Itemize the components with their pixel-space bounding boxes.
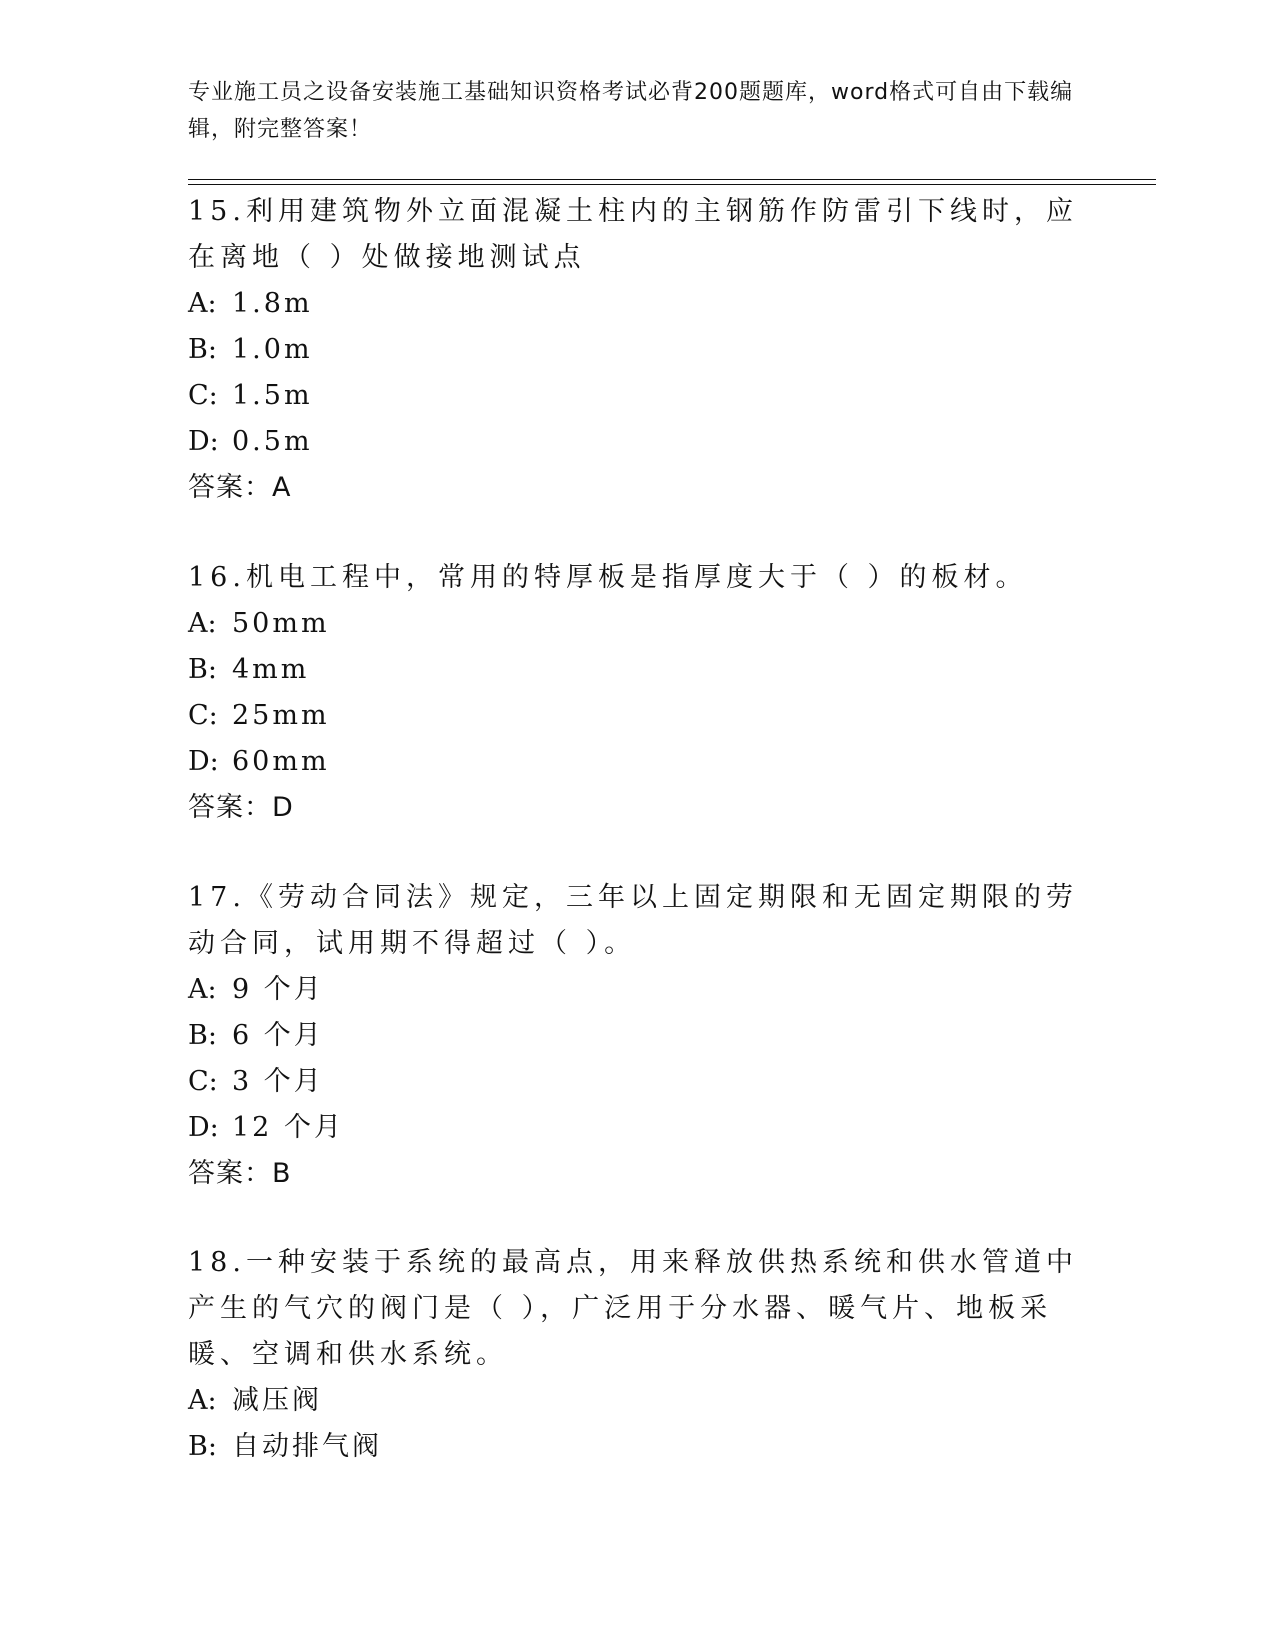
option-text: 0.5m [232,426,313,457]
option-text: 4mm [232,654,310,685]
option-label: C: [188,380,218,411]
option-c [188,693,1088,739]
option-b [188,327,1088,373]
question-15 [188,189,1088,511]
option-d [188,419,1088,465]
option-label: A: [188,974,217,1005]
option-b [188,647,1088,693]
option-label: B: [188,334,217,365]
option-a [188,601,1088,647]
option-label: D: [188,1112,219,1143]
option-label: C: [188,1066,218,1097]
option-text: 1.5m [232,380,313,411]
answer-line: 答案：D [188,792,294,823]
option-label: B: [188,1020,217,1051]
option-text: 12 个月 [232,1112,344,1143]
option-d [188,739,1088,785]
option-text: 1.8m [232,288,313,319]
option-b [188,1013,1088,1059]
option-a [188,967,1088,1013]
option-d [188,1105,1088,1151]
option-text: 1.0m [232,334,313,365]
option-text: 60mm [232,746,330,777]
option-label: B: [188,654,217,685]
option-text: 6 个月 [232,1020,324,1051]
option-label: D: [188,746,219,777]
document-header: 专业施工员之设备安装施工基础知识资格考试必背200题题库，word格式可自由下载编辑，附完整答案！ [188,80,1074,142]
option-label: A: [188,1385,217,1416]
option-label: D: [188,426,219,457]
option-text: 9 个月 [232,974,324,1005]
option-label: B: [188,1431,217,1462]
header-rule-bottom [188,184,1156,185]
question-stem: 16.机电工程中，常用的特厚板是指厚度大于（ ）的板材。 [188,562,1028,593]
option-text: 3 个月 [232,1066,324,1097]
question-stem: 15.利用建筑物外立面混凝土柱内的主钢筋作防雷引下线时，应在离地（ ）处做接地测试点 [188,196,1078,273]
answer-line: 答案：B [188,1158,292,1189]
option-b [188,1424,1088,1470]
option-text: 50mm [232,608,330,639]
question-17 [188,875,1088,1197]
option-label: A: [188,288,217,319]
answer-line: 答案：A [188,472,292,503]
option-a [188,281,1088,327]
option-label: C: [188,700,218,731]
question-18 [188,1240,1088,1470]
option-a [188,1378,1088,1424]
option-c [188,1059,1088,1105]
question-stem: 17.《劳动合同法》规定，三年以上固定期限和无固定期限的劳动合同，试用期不得超过（ ）。 [188,882,1078,959]
option-text: 减压阀 [232,1385,322,1416]
option-c [188,373,1088,419]
option-text: 自动排气阀 [232,1431,382,1462]
header-rule-top [188,179,1156,180]
question-16 [188,555,1088,831]
option-text: 25mm [232,700,330,731]
option-label: A: [188,608,217,639]
question-stem: 18.一种安装于系统的最高点，用来释放供热系统和供水管道中产生的气穴的阀门是（ ），广泛用于分水器、暖气片、地板采暖、空调和供水系统。 [188,1247,1078,1370]
